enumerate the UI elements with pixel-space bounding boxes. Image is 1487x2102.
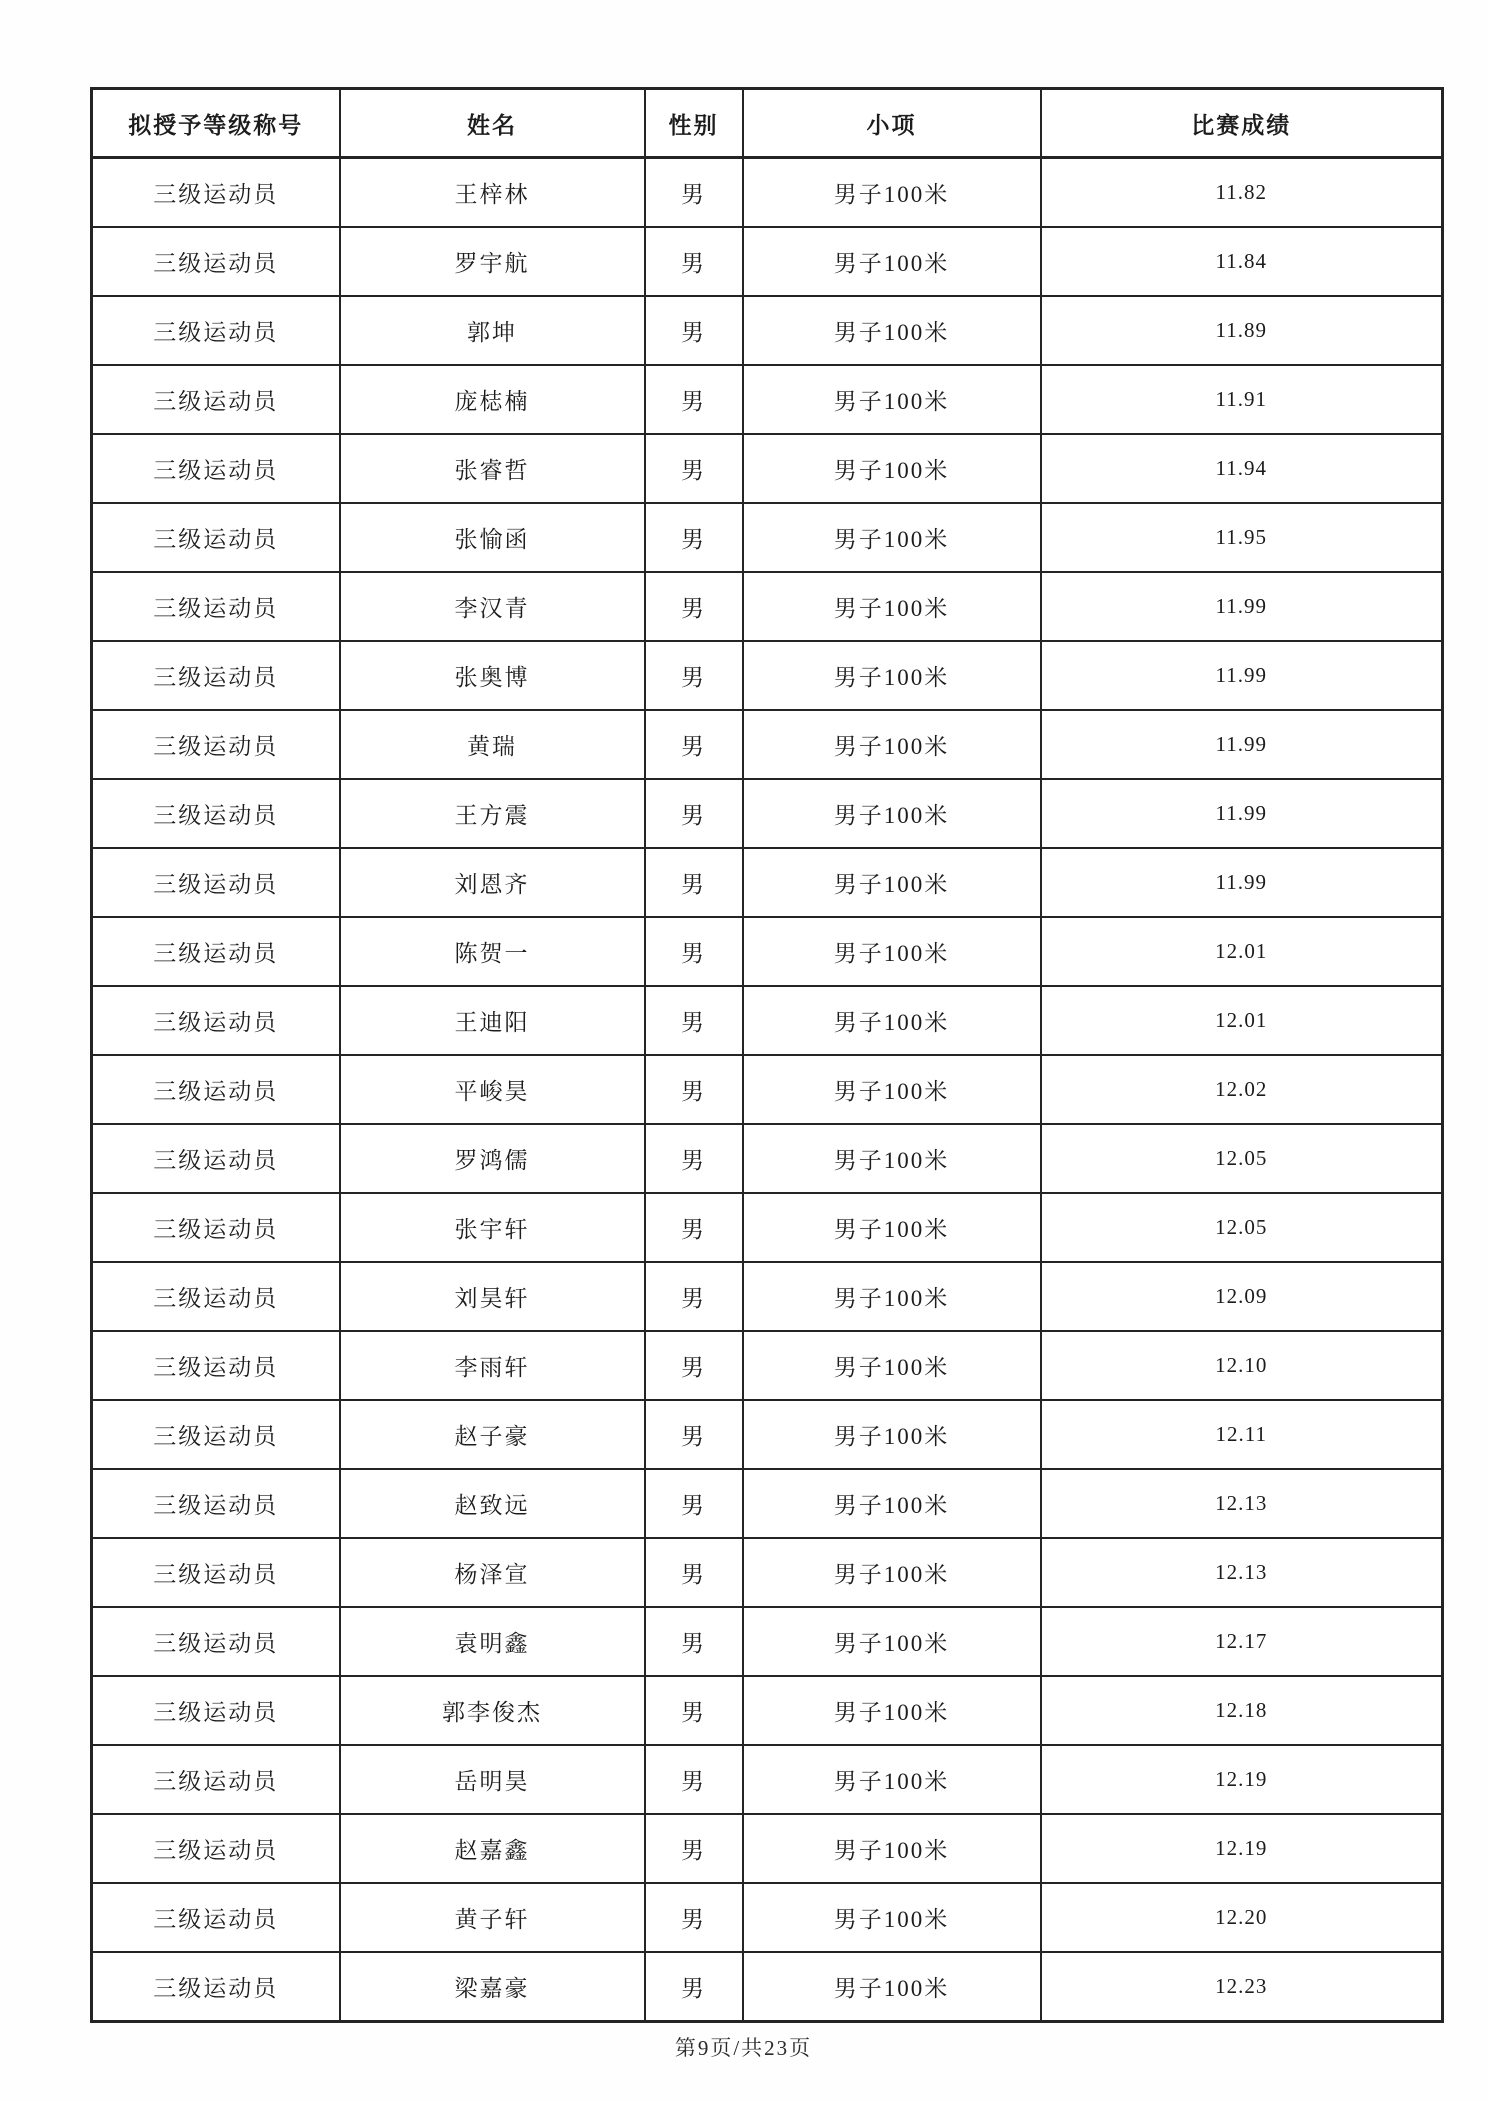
table-row [92, 641, 1443, 710]
table-row [92, 1124, 1443, 1193]
cell-gender: 男 [645, 434, 743, 503]
table-row [92, 1676, 1443, 1745]
table-row [92, 1262, 1443, 1331]
table-row [92, 434, 1443, 503]
cell-name: 张奥博 [340, 641, 645, 710]
table-row [92, 779, 1443, 848]
cell-gender: 男 [645, 503, 743, 572]
cell-grade: 三级运动员 [92, 1538, 340, 1607]
cell-score: 12.19 [1041, 1814, 1443, 1883]
table-row [92, 158, 1443, 228]
cell-score: 12.18 [1041, 1676, 1443, 1745]
cell-score: 12.02 [1041, 1055, 1443, 1124]
cell-name: 郭坤 [340, 296, 645, 365]
cell-gender: 男 [645, 1676, 743, 1745]
header-event: 小项 [743, 89, 1041, 158]
cell-score: 12.09 [1041, 1262, 1443, 1331]
cell-gender: 男 [645, 1193, 743, 1262]
table-body [92, 158, 1443, 2022]
cell-gender: 男 [645, 1124, 743, 1193]
header-score: 比赛成绩 [1041, 89, 1443, 158]
cell-event: 男子100米 [743, 1262, 1041, 1331]
cell-grade: 三级运动员 [92, 1400, 340, 1469]
cell-name: 罗鸿儒 [340, 1124, 645, 1193]
cell-grade: 三级运动员 [92, 1952, 340, 2022]
cell-grade: 三级运动员 [92, 296, 340, 365]
cell-grade: 三级运动员 [92, 1262, 340, 1331]
cell-name: 平峻昊 [340, 1055, 645, 1124]
cell-grade: 三级运动员 [92, 1055, 340, 1124]
cell-name: 庞梽楠 [340, 365, 645, 434]
cell-gender: 男 [645, 1538, 743, 1607]
cell-name: 梁嘉豪 [340, 1952, 645, 2022]
cell-name: 陈贺一 [340, 917, 645, 986]
table-row [92, 986, 1443, 1055]
cell-score: 11.84 [1041, 227, 1443, 296]
cell-name: 黄瑞 [340, 710, 645, 779]
cell-score: 11.95 [1041, 503, 1443, 572]
cell-gender: 男 [645, 572, 743, 641]
table-row [92, 227, 1443, 296]
table-row [92, 1952, 1443, 2022]
cell-score: 11.99 [1041, 710, 1443, 779]
cell-event: 男子100米 [743, 710, 1041, 779]
header-gender: 性别 [645, 89, 743, 158]
cell-score: 11.99 [1041, 779, 1443, 848]
cell-name: 罗宇航 [340, 227, 645, 296]
cell-event: 男子100米 [743, 1400, 1041, 1469]
cell-name: 刘恩齐 [340, 848, 645, 917]
cell-score: 12.01 [1041, 986, 1443, 1055]
cell-score: 12.13 [1041, 1469, 1443, 1538]
cell-event: 男子100米 [743, 1952, 1041, 2022]
table-row [92, 365, 1443, 434]
cell-name: 赵嘉鑫 [340, 1814, 645, 1883]
cell-name: 刘昊轩 [340, 1262, 645, 1331]
cell-score: 11.99 [1041, 641, 1443, 710]
table-row [92, 848, 1443, 917]
cell-gender: 男 [645, 158, 743, 228]
cell-event: 男子100米 [743, 227, 1041, 296]
athlete-grade-table [90, 87, 1444, 2023]
cell-name: 袁明鑫 [340, 1607, 645, 1676]
cell-score: 11.82 [1041, 158, 1443, 228]
cell-score: 12.17 [1041, 1607, 1443, 1676]
cell-event: 男子100米 [743, 1883, 1041, 1952]
cell-grade: 三级运动员 [92, 641, 340, 710]
cell-grade: 三级运动员 [92, 917, 340, 986]
cell-score: 11.94 [1041, 434, 1443, 503]
cell-grade: 三级运动员 [92, 1676, 340, 1745]
cell-score: 12.10 [1041, 1331, 1443, 1400]
header-grade-title: 拟授予等级称号 [92, 89, 340, 158]
cell-event: 男子100米 [743, 365, 1041, 434]
cell-event: 男子100米 [743, 158, 1041, 228]
cell-gender: 男 [645, 1607, 743, 1676]
table-row [92, 1745, 1443, 1814]
cell-score: 11.91 [1041, 365, 1443, 434]
cell-score: 11.99 [1041, 848, 1443, 917]
table-row [92, 710, 1443, 779]
cell-grade: 三级运动员 [92, 1124, 340, 1193]
cell-name: 赵致远 [340, 1469, 645, 1538]
table-row [92, 1814, 1443, 1883]
cell-score: 12.01 [1041, 917, 1443, 986]
cell-name: 岳明昊 [340, 1745, 645, 1814]
cell-grade: 三级运动员 [92, 365, 340, 434]
cell-event: 男子100米 [743, 986, 1041, 1055]
cell-gender: 男 [645, 917, 743, 986]
table-row [92, 1469, 1443, 1538]
cell-score: 12.19 [1041, 1745, 1443, 1814]
table-row [92, 1055, 1443, 1124]
cell-name: 郭李俊杰 [340, 1676, 645, 1745]
cell-gender: 男 [645, 986, 743, 1055]
cell-score: 11.99 [1041, 572, 1443, 641]
cell-grade: 三级运动员 [92, 848, 340, 917]
cell-gender: 男 [645, 710, 743, 779]
cell-event: 男子100米 [743, 572, 1041, 641]
cell-name: 王方震 [340, 779, 645, 848]
table-row [92, 572, 1443, 641]
cell-gender: 男 [645, 296, 743, 365]
cell-gender: 男 [645, 1331, 743, 1400]
cell-gender: 男 [645, 1814, 743, 1883]
cell-grade: 三级运动员 [92, 227, 340, 296]
cell-grade: 三级运动员 [92, 986, 340, 1055]
table-row [92, 1331, 1443, 1400]
cell-gender: 男 [645, 1952, 743, 2022]
cell-event: 男子100米 [743, 1607, 1041, 1676]
cell-event: 男子100米 [743, 503, 1041, 572]
cell-name: 杨泽宣 [340, 1538, 645, 1607]
cell-event: 男子100米 [743, 779, 1041, 848]
cell-grade: 三级运动员 [92, 1745, 340, 1814]
header-name: 姓名 [340, 89, 645, 158]
cell-name: 王迪阳 [340, 986, 645, 1055]
cell-score: 12.23 [1041, 1952, 1443, 2022]
cell-grade: 三级运动员 [92, 1814, 340, 1883]
cell-grade: 三级运动员 [92, 1331, 340, 1400]
cell-name: 赵子豪 [340, 1400, 645, 1469]
cell-name: 李雨轩 [340, 1331, 645, 1400]
cell-score: 12.13 [1041, 1538, 1443, 1607]
table-row [92, 296, 1443, 365]
cell-event: 男子100米 [743, 1055, 1041, 1124]
cell-gender: 男 [645, 641, 743, 710]
cell-gender: 男 [645, 1055, 743, 1124]
cell-grade: 三级运动员 [92, 1469, 340, 1538]
table-row [92, 1883, 1443, 1952]
cell-grade: 三级运动员 [92, 779, 340, 848]
cell-event: 男子100米 [743, 1538, 1041, 1607]
table-row [92, 1400, 1443, 1469]
cell-name: 王梓林 [340, 158, 645, 228]
cell-grade: 三级运动员 [92, 1193, 340, 1262]
cell-gender: 男 [645, 1262, 743, 1331]
cell-event: 男子100米 [743, 1745, 1041, 1814]
cell-grade: 三级运动员 [92, 572, 340, 641]
cell-grade: 三级运动员 [92, 1883, 340, 1952]
page-number-footer: 第9页/共23页 [674, 2036, 813, 2060]
cell-gender: 男 [645, 1745, 743, 1814]
cell-gender: 男 [645, 1469, 743, 1538]
cell-name: 黄子轩 [340, 1883, 645, 1952]
cell-event: 男子100米 [743, 848, 1041, 917]
cell-grade: 三级运动员 [92, 1607, 340, 1676]
cell-gender: 男 [645, 227, 743, 296]
cell-gender: 男 [645, 779, 743, 848]
cell-grade: 三级运动员 [92, 158, 340, 228]
cell-score: 11.89 [1041, 296, 1443, 365]
cell-event: 男子100米 [743, 1193, 1041, 1262]
cell-name: 张睿哲 [340, 434, 645, 503]
cell-event: 男子100米 [743, 1124, 1041, 1193]
cell-grade: 三级运动员 [92, 710, 340, 779]
cell-gender: 男 [645, 365, 743, 434]
cell-event: 男子100米 [743, 1814, 1041, 1883]
cell-event: 男子100米 [743, 1676, 1041, 1745]
cell-event: 男子100米 [743, 641, 1041, 710]
cell-grade: 三级运动员 [92, 434, 340, 503]
table-row [92, 503, 1443, 572]
cell-score: 12.20 [1041, 1883, 1443, 1952]
table-row [92, 917, 1443, 986]
table-row [92, 1538, 1443, 1607]
cell-name: 张宇轩 [340, 1193, 645, 1262]
cell-gender: 男 [645, 1400, 743, 1469]
cell-name: 李汉青 [340, 572, 645, 641]
cell-gender: 男 [645, 1883, 743, 1952]
table-row [92, 1193, 1443, 1262]
cell-event: 男子100米 [743, 434, 1041, 503]
cell-score: 12.05 [1041, 1193, 1443, 1262]
cell-grade: 三级运动员 [92, 503, 340, 572]
cell-event: 男子100米 [743, 917, 1041, 986]
table-header-row [92, 89, 1443, 158]
cell-event: 男子100米 [743, 296, 1041, 365]
cell-name: 张愉函 [340, 503, 645, 572]
cell-event: 男子100米 [743, 1331, 1041, 1400]
cell-score: 12.11 [1041, 1400, 1443, 1469]
cell-gender: 男 [645, 848, 743, 917]
cell-score: 12.05 [1041, 1124, 1443, 1193]
cell-event: 男子100米 [743, 1469, 1041, 1538]
table-row [92, 1607, 1443, 1676]
